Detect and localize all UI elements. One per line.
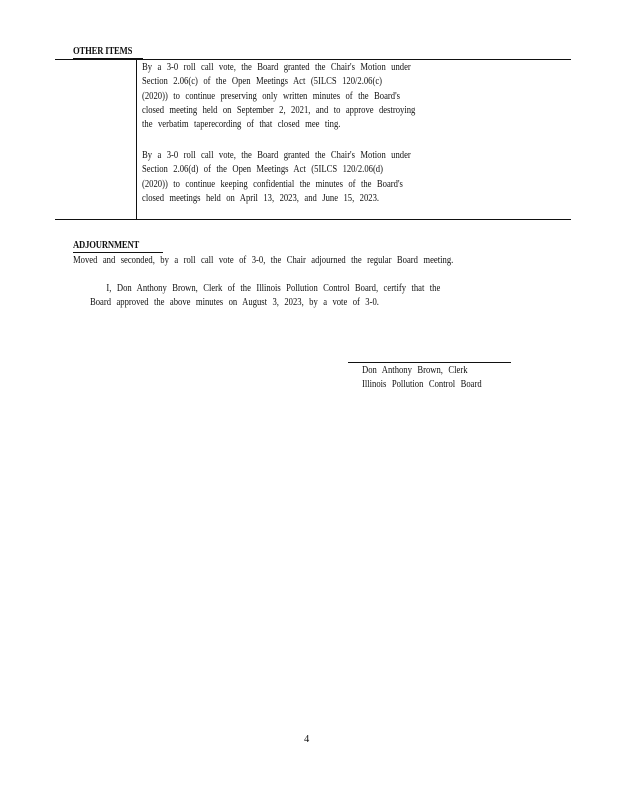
table-top-rule xyxy=(55,59,571,60)
signature-block xyxy=(362,364,482,393)
text-line: I, Don Anthony Brown, Clerk of the Illinois Pollution Control Board, certify that the xyxy=(106,283,441,294)
other-items-paragraph-1 xyxy=(142,61,415,132)
table-bottom-rule xyxy=(55,219,571,220)
adjournment-heading: ADJOURNMENT xyxy=(73,240,140,251)
table-column-divider xyxy=(136,59,137,220)
text-line: (2020)) to continue preserving only written minutes of the Board's xyxy=(142,90,400,102)
other-items-heading: OTHER ITEMS xyxy=(73,46,133,57)
text-line: Section 2.06(c) of the Open Meetings Act (5ILCS 120/2.06(c) xyxy=(142,76,383,88)
signature-line xyxy=(348,362,511,363)
text-line: closed meeting held on September 2, 2021, and to approve destroying xyxy=(142,104,416,116)
text-line: (2020)) to continue keeping confidential the minutes of the Board's xyxy=(142,178,403,190)
other-items-paragraph-2 xyxy=(142,149,411,206)
text-line: Board approved the above minutes on August 3, 2023, by a vote of 3-0. xyxy=(90,297,379,309)
signatory-organization: Illinois Pollution Control Board xyxy=(362,379,482,391)
text-line: By a 3-0 roll call vote, the Board granted the Chair's Motion under xyxy=(142,150,411,161)
certification-text xyxy=(90,282,440,311)
text-line: closed meetings held on April 13, 2023, and June 15, 2023. xyxy=(142,192,380,204)
signatory-name: Don Anthony Brown, Clerk xyxy=(362,365,468,376)
text-line: By a 3-0 roll call vote, the Board granted the Chair's Motion under xyxy=(142,62,411,73)
text-line: the verbatim taperecording of that closed mee ting. xyxy=(142,119,341,131)
page-number: 4 xyxy=(304,734,310,745)
text-line: Moved and seconded, by a roll call vote of 3-0, the Chair adjourned the regular Board meeting. xyxy=(73,255,454,266)
adjournment-text xyxy=(73,254,453,268)
text-line: Section 2.06(d) of the Open Meetings Act (5ILCS 120/2.06(d) xyxy=(142,164,383,176)
adjournment-underline xyxy=(73,252,163,253)
